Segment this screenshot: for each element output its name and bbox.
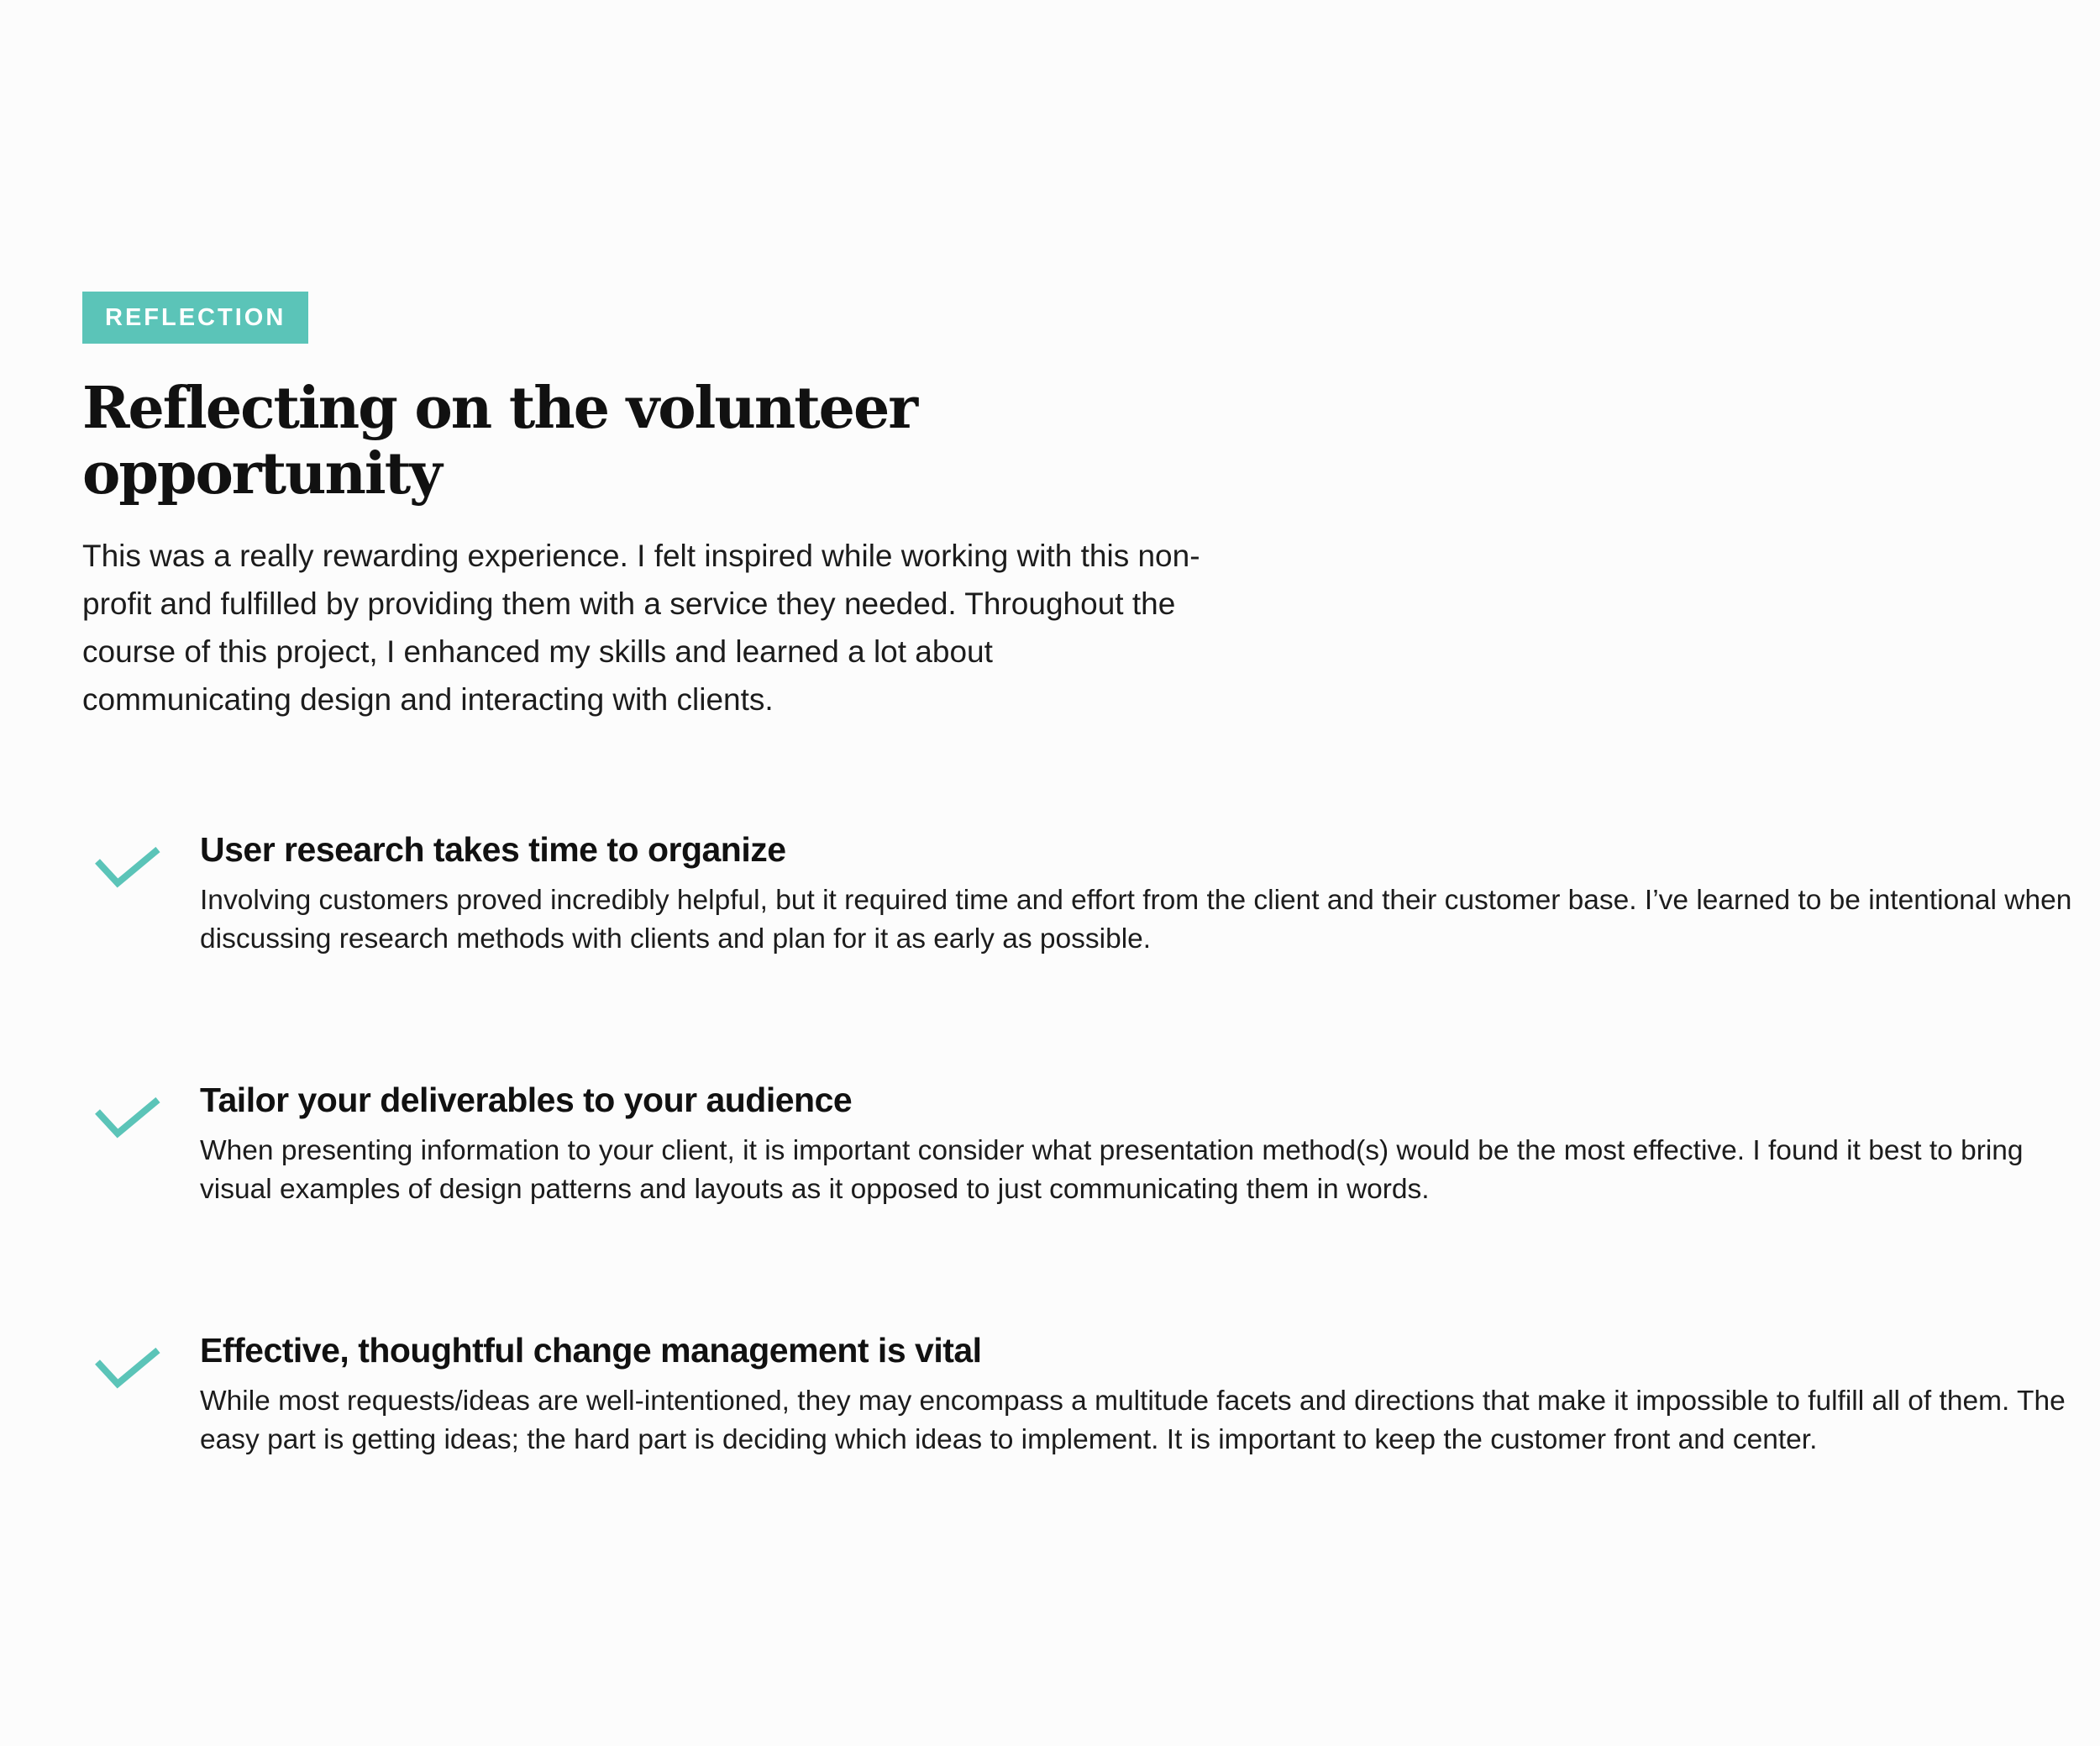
lesson-text: While most requests/ideas are well-intentioned, they may encompass a multitude facets and directions that make it impossible to fulfill all of them. The easy part is getting ideas; the hard part is deciding which ideas to implement. It is important to keep the customer front and center.: [200, 1386, 2066, 1455]
lesson-body: [200, 1328, 2090, 1459]
lesson-item: [82, 1328, 2066, 1579]
lesson-title: Tailor your deliverables to your audience: [200, 1081, 853, 1119]
lesson-text: When presenting information to your client, it is important consider what presentation method(s) would be the most effective. I found it best to bring visual examples of design patterns and layouts as it opposed to just communicating them in words.: [200, 1135, 2024, 1205]
lesson-body: [200, 1078, 2090, 1209]
lesson-text: Involving customers proved incredibly helpful, but it required time and effort from the client and their customer base. I’ve learned to be intentional when discussing research methods with clients and plan for it as early as possible.: [200, 885, 2072, 955]
lesson-body: [200, 828, 2090, 959]
checkmark-icon: [94, 1095, 161, 1142]
intro-paragraph: This was a really rewarding experience. I felt inspired while working with this non-profit and fulfilled by providing them with a service they needed. Throughout the course of this project, I enhanced my skills and learned a lot about communicating design and interacting with clients.: [82, 539, 1200, 718]
page-title: Reflecting on the volunteer opportunity: [82, 375, 917, 508]
lesson-item: [82, 828, 2072, 1078]
reflection-intro: [82, 292, 1208, 723]
lesson-title: Effective, thoughtful change management is vital: [200, 1331, 982, 1370]
lesson-item: [82, 1078, 2031, 1328]
lesson-title: User research takes time to organize: [200, 830, 786, 869]
checkmark-icon: [94, 1345, 161, 1392]
lessons-list: [82, 828, 2072, 1579]
checkmark-icon: [94, 844, 161, 891]
section-badge: REFLECTION: [82, 292, 308, 344]
